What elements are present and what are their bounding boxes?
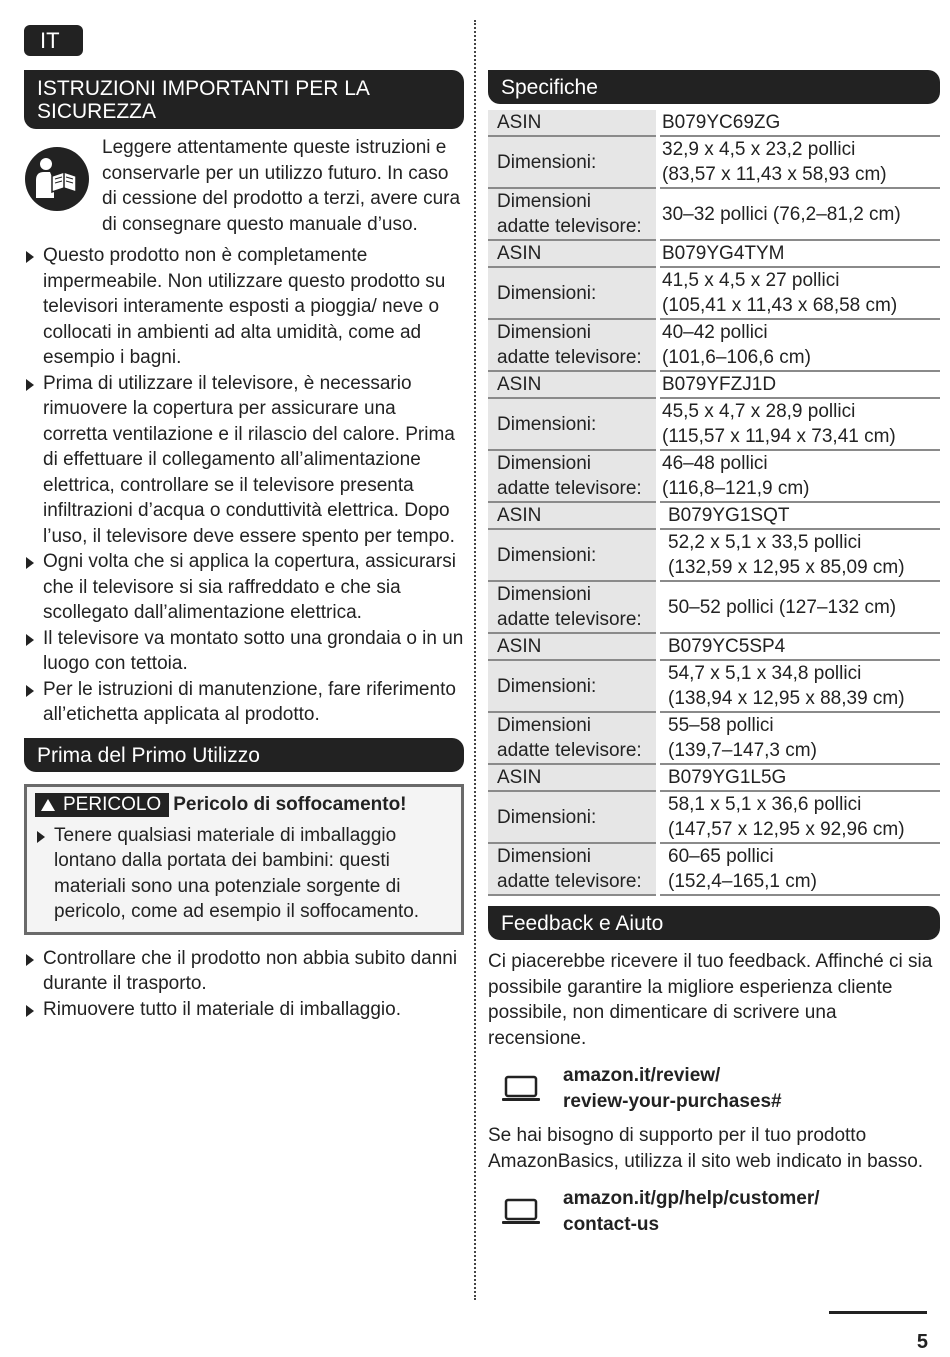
dimensions-cm: (132,59 x 12,95 x 85,09 cm) [668, 557, 905, 578]
asin-value: B079YC69ZG [658, 110, 940, 136]
dimensions-cm: (83,57 x 11,43 x 58,93 cm) [662, 164, 887, 185]
dimensions-value [658, 267, 940, 319]
spec-row-tv-size [488, 319, 940, 371]
danger-box [24, 784, 464, 935]
tv-size-label [488, 319, 658, 371]
dimensions-cm: (115,57 x 11,94 x 73,41 cm) [662, 426, 896, 447]
tv-size-value [658, 188, 940, 240]
list-item: Questo prodotto non è completamente impermeabile. Non utilizzare questo prodotto su televisori interamente esposti a pioggia/ neve o collocati in ambienti ad alta umidità, come ad esempio i bagni. [24, 243, 464, 371]
asin-label: ASIN [488, 764, 658, 791]
tv-size-line-2: (152,4–165,1 cm) [668, 871, 817, 892]
spec-row-tv-size [488, 581, 940, 633]
tv-size-label [488, 188, 658, 240]
tv-size-value [658, 712, 940, 764]
spec-row-dimensions [488, 660, 940, 712]
dimensions-inches: 32,9 x 4,5 x 23,2 pollici [662, 139, 856, 160]
support-link-line-2[interactable]: contact-us [563, 1213, 660, 1235]
spec-row-tv-size [488, 450, 940, 502]
safety-heading: ISTRUZIONI IMPORTANTI PER LA SICUREZZA [24, 70, 464, 129]
laptop-icon [502, 1075, 540, 1103]
dimensions-cm: (147,57 x 12,95 x 92,96 cm) [668, 819, 905, 840]
read-manual-icon [24, 146, 90, 212]
dimensions-value [658, 136, 940, 188]
tv-size-label [488, 581, 658, 633]
dimensions-value [658, 791, 940, 843]
tv-size-line-1: 50–52 pollici (127–132 cm) [668, 596, 897, 618]
spec-row-tv-size [488, 712, 940, 764]
tv-size-label-line-1: Dimensioni [497, 453, 591, 474]
tv-size-value [658, 450, 940, 502]
danger-badge-label: PERICOLO [63, 793, 162, 815]
tv-size-label-line-2: adatte televisore: [497, 609, 642, 630]
tv-size-line-2: (139,7–147,3 cm) [668, 740, 817, 761]
list-item: Tenere qualsiasi materiale di imballaggio lontano dalla portata dei bambini: questi materiali sono una potenziale sorgente di pericolo, come ad esempio il soffocamento. [35, 823, 451, 925]
tv-size-label-line-2: adatte televisore: [497, 216, 642, 237]
dimensions-inches: 54,7 x 5,1 x 34,8 pollici [668, 663, 862, 684]
spec-row-dimensions [488, 529, 940, 581]
asin-value: B079YG1SQT [658, 502, 940, 529]
support-link-line-1[interactable]: amazon.it/gp/help/customer/ [563, 1188, 820, 1209]
spec-row-asin [488, 240, 940, 267]
asin-label: ASIN [488, 240, 658, 267]
first-use-list [24, 946, 464, 1023]
tv-size-value [658, 843, 940, 895]
tv-size-line-1: 46–48 pollici [662, 453, 768, 474]
feedback-text: Ci piacerebbe ricevere il tuo feedback. Affinché ci sia possibile garantire la migliore esperienza cliente possibile, non dimenticare di scrivere una recensione. [488, 951, 933, 1049]
tv-size-line-1: 30–32 pollici (76,2–81,2 cm) [662, 203, 901, 225]
tv-size-label-line-1: Dimensioni [497, 322, 591, 343]
list-item: Il televisore va montato sotto una grondaia o in un luogo con tettoia. [24, 626, 464, 677]
tv-size-label-line-2: adatte televisore: [497, 478, 642, 499]
dimensions-value [658, 529, 940, 581]
spec-row-dimensions [488, 791, 940, 843]
review-link[interactable] [488, 1063, 940, 1114]
dimensions-label: Dimensioni: [488, 791, 658, 843]
safety-intro-text: Leggere attentamente queste istruzioni e conservarle per un utilizzo futuro. In caso di cessione del prodotto a terzi, avere cura di consegnare questo manuale d’uso. [102, 137, 461, 235]
asin-value: B079YFZJ1D [658, 371, 940, 398]
page-number-rule [829, 1311, 927, 1314]
dimensions-label: Dimensioni: [488, 660, 658, 712]
list-item: Rimuovere tutto il materiale di imballaggio. [24, 997, 464, 1023]
dimensions-label: Dimensioni: [488, 398, 658, 450]
list-item: Ogni volta che si applica la copertura, assicurarsi che il televisore si sia raffreddato e che sia scollegato dall’alimentazione elettrica. [24, 549, 464, 626]
specs-table [488, 110, 940, 896]
right-column [488, 70, 940, 1246]
dimensions-inches: 41,5 x 4,5 x 27 pollici [662, 270, 840, 291]
spec-row-asin [488, 764, 940, 791]
list-item: Controllare che il prodotto non abbia subito danni durante il trasporto. [24, 946, 464, 997]
tv-size-value [658, 581, 940, 633]
danger-title: Pericolo di soffocamento! [173, 793, 407, 815]
laptop-icon [502, 1198, 540, 1226]
tv-size-line-1: 55–58 pollici [668, 715, 774, 736]
danger-title-row [35, 793, 451, 817]
safety-list [24, 243, 464, 728]
tv-size-label-line-1: Dimensioni [497, 715, 591, 736]
tv-size-line-1: 60–65 pollici [668, 846, 774, 867]
review-link-line-2[interactable]: review-your-purchases# [563, 1090, 782, 1112]
tv-size-line-2: (116,8–121,9 cm) [662, 478, 810, 499]
spec-row-asin [488, 502, 940, 529]
tv-size-label-line-2: adatte televisore: [497, 347, 642, 368]
specs-heading: Specifiche [488, 70, 940, 104]
asin-label: ASIN [488, 110, 658, 136]
review-link-line-1[interactable]: amazon.it/review/ [563, 1065, 721, 1086]
asin-label: ASIN [488, 502, 658, 529]
spec-row-dimensions [488, 398, 940, 450]
danger-list [35, 823, 451, 925]
list-item: Prima di utilizzare il televisore, è necessario rimuovere la copertura per assicurare una corretta ventilazione e il rilascio del calore. Prima di effettuare il collegamento all’alimentazione elettrica, controllare se il televisore presenta infiltrazioni d’acqua o conduttività elettrica. Dopo l’uso, il televisore deve essere spento per tempo. [24, 371, 464, 550]
asin-value: B079YG1L5G [658, 764, 940, 791]
tv-size-label-line-2: adatte televisore: [497, 871, 642, 892]
tv-size-value [658, 319, 940, 371]
dimensions-value [658, 660, 940, 712]
warning-triangle-icon [41, 799, 55, 811]
tv-size-label [488, 450, 658, 502]
asin-value: B079YC5SP4 [658, 633, 940, 660]
dimensions-inches: 45,5 x 4,7 x 28,9 pollici [662, 401, 856, 422]
asin-value: B079YG4TYM [658, 240, 940, 267]
spec-row-tv-size [488, 188, 940, 240]
tv-size-label-line-1: Dimensioni [497, 584, 591, 605]
tv-size-label-line-2: adatte televisore: [497, 740, 642, 761]
dimensions-label: Dimensioni: [488, 267, 658, 319]
dimensions-inches: 58,1 x 5,1 x 36,6 pollici [668, 794, 862, 815]
dimensions-cm: (105,41 x 11,43 x 68,58 cm) [662, 295, 898, 316]
spec-row-tv-size [488, 843, 940, 895]
dimensions-cm: (138,94 x 12,95 x 88,39 cm) [668, 688, 905, 709]
tv-size-label-line-1: Dimensioni [497, 191, 591, 212]
danger-badge [35, 793, 169, 817]
asin-label: ASIN [488, 633, 658, 660]
tv-size-label-line-1: Dimensioni [497, 846, 591, 867]
page-number: 5 [916, 1331, 928, 1353]
dimensions-value [658, 398, 940, 450]
asin-label: ASIN [488, 371, 658, 398]
support-link[interactable] [488, 1186, 940, 1237]
spec-row-asin [488, 371, 940, 398]
tv-size-label [488, 712, 658, 764]
support-text: Se hai bisogno di supporto per il tuo prodotto AmazonBasics, utilizza il sito web indicato in basso. [488, 1125, 924, 1172]
column-divider [474, 20, 476, 1300]
spec-row-asin [488, 110, 940, 136]
feedback-heading: Feedback e Aiuto [488, 906, 940, 940]
dimensions-label: Dimensioni: [488, 529, 658, 581]
left-column [24, 70, 464, 1022]
dimensions-inches: 52,2 x 5,1 x 33,5 pollici [668, 532, 862, 553]
tv-size-line-1: 40–42 pollici [662, 322, 768, 343]
spec-row-dimensions [488, 267, 940, 319]
language-tag: IT [24, 25, 83, 56]
spec-row-asin [488, 633, 940, 660]
first-use-heading: Prima del Primo Utilizzo [24, 738, 464, 772]
tv-size-label [488, 843, 658, 895]
safety-intro [24, 135, 464, 237]
list-item: Per le istruzioni di manutenzione, fare riferimento all’etichetta applicata al prodotto. [24, 677, 464, 728]
dimensions-label: Dimensioni: [488, 136, 658, 188]
tv-size-line-2: (101,6–106,6 cm) [662, 347, 811, 368]
spec-row-dimensions [488, 136, 940, 188]
